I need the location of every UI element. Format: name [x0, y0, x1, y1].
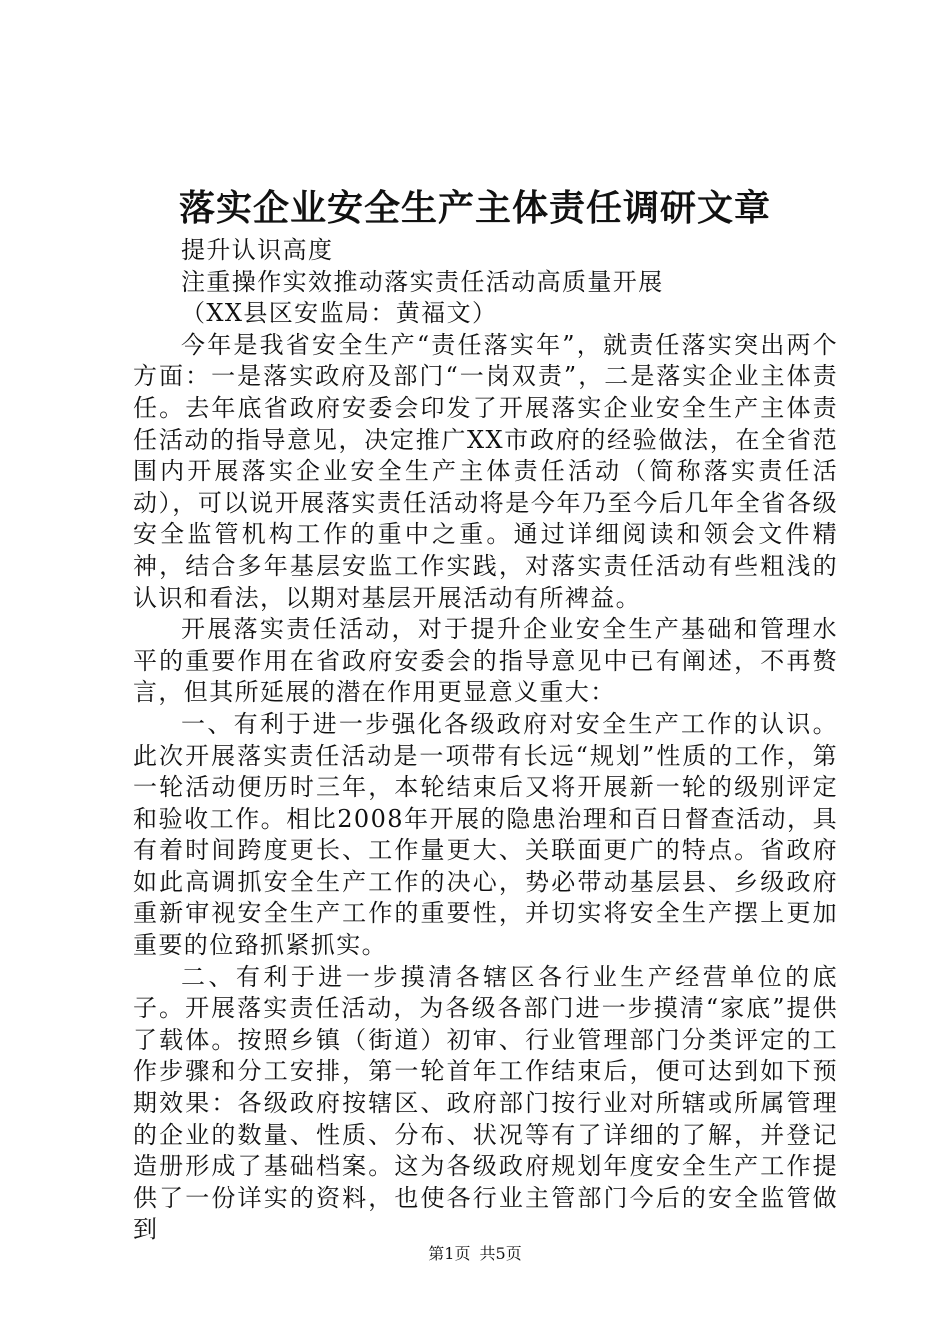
page-total: 共5页: [479, 1244, 522, 1263]
author-line: （XX县区安监局：黄福文）: [181, 299, 498, 328]
body-paragraph: 开展落实责任活动，对于提升企业安全生产基础和管理水平的重要作用在省政府安委会的指导意见中已有阐述，不再赘言，但其所延展的潜在作用更显意义重大：: [133, 615, 838, 707]
body-paragraph: 二、有利于进一步摸清各辖区各行业生产经营单位的底子。开展落实责任活动，为各级各部门进一步摸清“家底”提供了载体。按照乡镇（街道）初审、行业管理部门分类评定的工作步骤和分工安排，第一轮首年工作结束后，便可达到如下预期效果：各级政府按辖区、政府部门按行业对所辖或所属管理的企业的数量、性质、分布、状况等有了详细的了解，并登记造册形成了基础档案。这为各级政府规划年度安全生产工作提供了一份详实的资料，也使各行业主管部门今后的安全监管做到: [133, 962, 838, 1244]
subtitle-line: 提升认识高度: [181, 236, 334, 264]
body-paragraph: 今年是我省安全生产“责任落实年”，就责任落实突出两个方面：一是落实政府及部门“一岗双责”，二是落实企业主体责任。去年底省政府安委会印发了开展落实企业安全生产主体责任活动的指导意见，决定推广XX市政府的经验做法，在全省范围内开展落实企业安全生产主体责任活动（简称落实责任活动），可以说开展落实责任活动将是今年乃至今后几年全省各级安全监管机构工作的重中之重。通过详细阅读和领会文件精神，结合多年基层安监工作实践，对落实责任活动有些粗浅的认识和看法，以期对基层开展活动有所裨益。: [133, 330, 838, 612]
body-paragraph: 一、有利于进一步强化各级政府对安全生产工作的认识。此次开展落实责任活动是一项带有长远“规划”性质的工作，第一轮活动便历时三年，本轮结束后又将开展新一轮的级别评定和验收工作。相比2008年开展的隐患治理和百日督查活动，具有着时间跨度更长、工作量更大、关联面更广的特点。省政府如此高调抓安全生产工作的决心，势必带动基层县、乡级政府重新审视安全生产工作的重要性，并切实将安全生产摆上更加重要的位臵抓紧抓实。: [133, 709, 838, 960]
document-body: [133, 235, 838, 1246]
page-number: 第1页: [428, 1244, 471, 1263]
page-footer: [0, 1243, 950, 1265]
subtitle-line: 注重操作实效推动落实责任活动高质量开展: [181, 267, 664, 296]
document-title: 落实企业安全生产主体责任调研文章: [178, 188, 771, 229]
